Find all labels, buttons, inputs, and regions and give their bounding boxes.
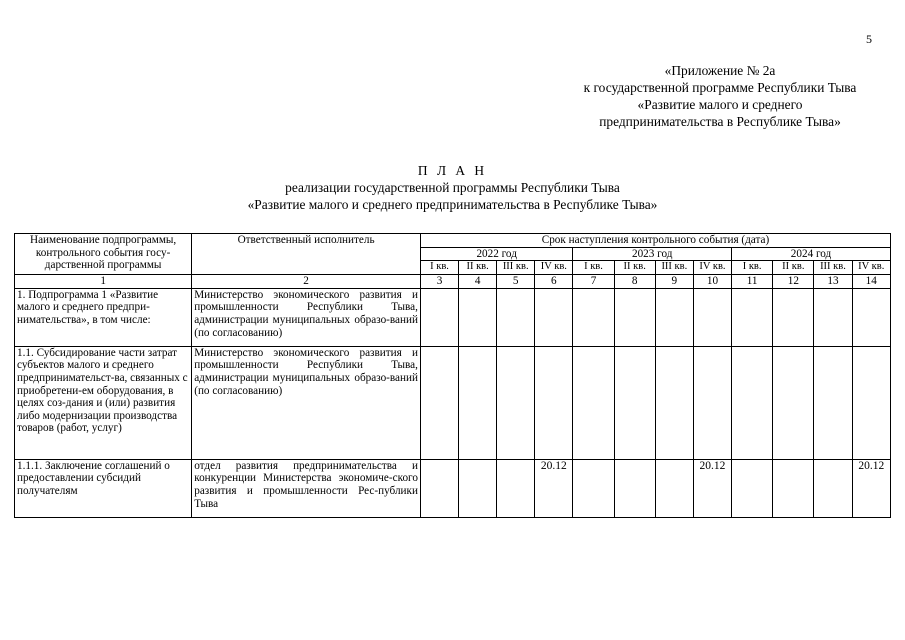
header-quarter: II кв.: [459, 261, 497, 275]
header-quarter: I кв.: [573, 261, 614, 275]
appendix-line-4: предпринимательства в Республике Тыва»: [599, 114, 841, 129]
header-quarter: I кв.: [732, 261, 773, 275]
table-row: [15, 459, 891, 517]
header-quarter: I кв.: [420, 261, 458, 275]
header-year: 2023 год: [573, 247, 732, 261]
date-cell: [497, 288, 535, 346]
plan-table: [14, 233, 891, 518]
column-number: 5: [497, 275, 535, 289]
column-number: 4: [459, 275, 497, 289]
header-year: 2024 год: [732, 247, 891, 261]
header-quarter: IV кв.: [693, 261, 731, 275]
date-cell: [773, 459, 814, 517]
header-deadline: Срок наступления контрольного события (дата): [420, 234, 890, 248]
column-number: 6: [535, 275, 573, 289]
date-cell: [535, 346, 573, 459]
date-cell: [420, 459, 458, 517]
date-cell: [773, 346, 814, 459]
header-quarter: III кв.: [497, 261, 535, 275]
appendix-line-2: к государственной программе Республики Тыва: [583, 80, 857, 95]
row-executor: Министерство экономического развития и промышленности Республики Тыва, администрации муниципальных образо-ваний (по согласованию): [192, 288, 421, 346]
date-cell: [497, 459, 535, 517]
appendix-block: [540, 62, 900, 130]
header-quarter: II кв.: [614, 261, 655, 275]
appendix-line-3: «Развитие малого и среднего: [637, 97, 803, 112]
date-cell: [693, 346, 731, 459]
date-cell: 20.12: [852, 459, 890, 517]
date-cell: [693, 288, 731, 346]
date-cell: [732, 346, 773, 459]
date-cell: [614, 288, 655, 346]
header-executor: Ответственный исполнитель: [192, 234, 421, 275]
date-cell: [573, 346, 614, 459]
column-number: 1: [15, 275, 192, 289]
date-cell: [459, 459, 497, 517]
table-row: [15, 346, 891, 459]
date-cell: [814, 459, 852, 517]
date-cell: [852, 346, 890, 459]
column-number: 8: [614, 275, 655, 289]
column-number: 9: [655, 275, 693, 289]
date-cell: [732, 459, 773, 517]
row-name: 1.1. Субсидирование части затрат субъектов малого и среднего предпринимательст-ва, связанных с приобретени-ем оборудования, в целях соз-дания и (или) развития либо модернизации производства товаров (работ, услуг): [15, 346, 192, 459]
column-number: 2: [192, 275, 421, 289]
header-quarter: IV кв.: [535, 261, 573, 275]
appendix-line-1: «Приложение № 2а: [664, 63, 776, 78]
date-cell: [655, 346, 693, 459]
date-cell: [573, 459, 614, 517]
date-cell: [614, 346, 655, 459]
page-number: 5: [866, 32, 872, 46]
header-quarter: III кв.: [655, 261, 693, 275]
date-cell: [852, 288, 890, 346]
date-cell: [732, 288, 773, 346]
date-cell: 20.12: [693, 459, 731, 517]
table-row: [15, 288, 891, 346]
row-executor: Министерство экономического развития и промышленности Республики Тыва, администрации муниципальных образо-ваний (по согласованию): [192, 346, 421, 459]
row-name: 1. Подпрограмма 1 «Развитие малого и среднего предпри-нимательства», в том числе:: [15, 288, 192, 346]
plan-subtitle-2: «Развитие малого и среднего предпринимательства в Республике Тыва»: [247, 197, 658, 212]
column-number: 3: [420, 275, 458, 289]
date-cell: 20.12: [535, 459, 573, 517]
header-name: Наименование подпрограммы, контрольного события госу-дарственной программы: [15, 234, 192, 275]
column-number: 11: [732, 275, 773, 289]
column-number: 10: [693, 275, 731, 289]
column-number: 13: [814, 275, 852, 289]
column-number: 7: [573, 275, 614, 289]
row-executor: отдел развития предпринимательства и конкуренции Министерства экономиче-ского развития и промышленности Рес-публики Тыва: [192, 459, 421, 517]
header-year: 2022 год: [420, 247, 572, 261]
date-cell: [614, 459, 655, 517]
date-cell: [814, 346, 852, 459]
plan-subtitle-1: реализации государственной программы Республики Тыва: [285, 180, 620, 195]
date-cell: [459, 288, 497, 346]
date-cell: [655, 288, 693, 346]
date-cell: [773, 288, 814, 346]
column-number: 14: [852, 275, 890, 289]
header-quarter: III кв.: [814, 261, 852, 275]
date-cell: [535, 288, 573, 346]
column-number: 12: [773, 275, 814, 289]
date-cell: [573, 288, 614, 346]
header-quarter: II кв.: [773, 261, 814, 275]
row-name: 1.1.1. Заключение соглашений о предоставлении субсидий получателям: [15, 459, 192, 517]
date-cell: [655, 459, 693, 517]
date-cell: [814, 288, 852, 346]
header-quarter: IV кв.: [852, 261, 890, 275]
date-cell: [459, 346, 497, 459]
plan-heading: [0, 162, 905, 213]
date-cell: [420, 346, 458, 459]
date-cell: [420, 288, 458, 346]
date-cell: [497, 346, 535, 459]
plan-title: П Л А Н: [417, 163, 488, 178]
